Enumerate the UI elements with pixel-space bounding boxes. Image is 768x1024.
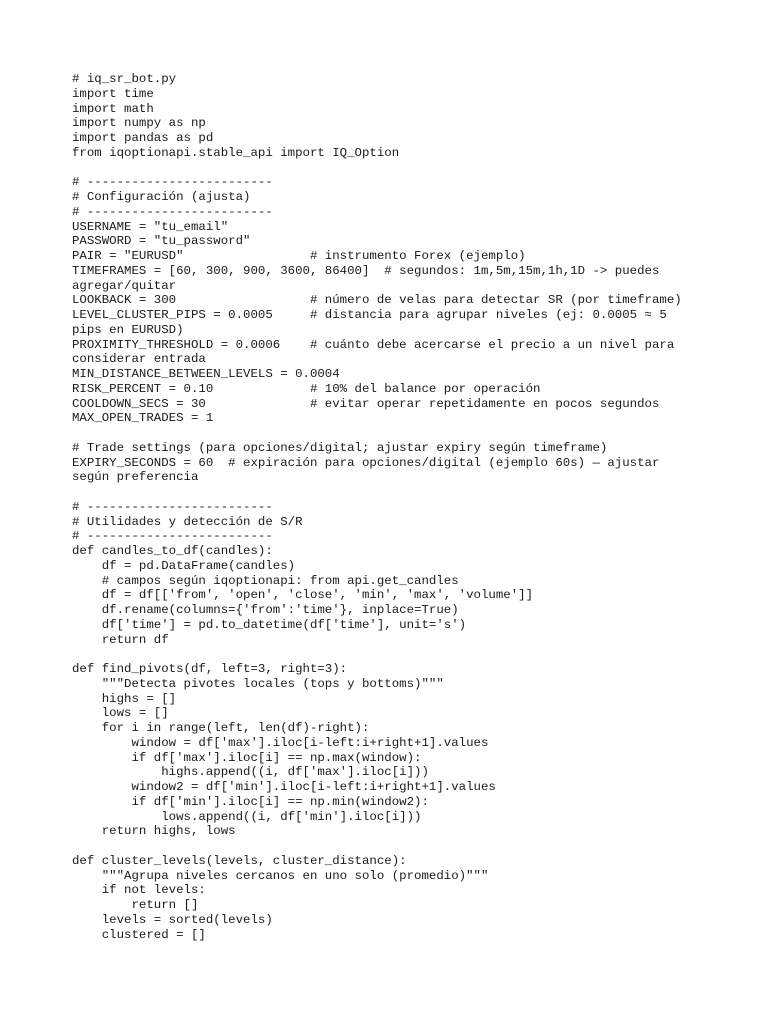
code-line: LOOKBACK = 300 # número de velas para detectar SR (por timeframe) [72, 293, 682, 308]
code-line: PASSWORD = "tu_password" [72, 234, 251, 249]
code-line [72, 647, 712, 662]
code-line: # Utilidades y detección de S/R [72, 514, 303, 529]
code-line: MIN_DISTANCE_BETWEEN_LEVELS = 0.0004 [72, 367, 340, 381]
code-line: considerar entrada [72, 352, 206, 367]
code-line: import pandas as pd [72, 131, 214, 145]
code-line: df = df[['from', 'open', 'close', 'min', 'max', 'volume']] [72, 588, 534, 603]
code-line [72, 161, 712, 176]
code-line: # Configuración (ajusta) [72, 190, 251, 204]
code-line: return df [72, 632, 169, 647]
code-line: window = df['max'].iloc[i-left:i+right+1].values [72, 735, 489, 750]
code-line: import math [72, 101, 154, 116]
code-line: def cluster_levels(levels, cluster_distance): [72, 853, 407, 868]
code-line: agregar/quitar [72, 278, 177, 293]
code-line: TIMEFRAMES = [60, 300, 900, 3600, 86400] # segundos: 1m,5m,15m,1h,1D -> puedes [72, 263, 660, 278]
code-line: # ------------------------- [72, 175, 273, 190]
code-line: import numpy as np [72, 116, 206, 131]
code-line: # campos según iqoptionapi: from api.get_candles [72, 573, 459, 588]
code-line: LEVEL_CLUSTER_PIPS = 0.0005 # distancia para agrupar niveles (ej: 0.0005 ≈ 5 [72, 308, 667, 322]
code-line [72, 485, 712, 500]
code-line: """Detecta pivotes locales (tops y bottoms)""" [72, 676, 444, 691]
code-line: if not levels: [72, 883, 206, 898]
code-line: # ------------------------- [72, 529, 273, 544]
code-line [72, 426, 712, 441]
code-line: def find_pivots(df, left=3, right=3): [72, 662, 348, 676]
code-line: if df['max'].iloc[i] == np.max(window): [72, 750, 422, 765]
code-line: def candles_to_df(candles): [72, 544, 273, 558]
code-line: lows.append((i, df['min'].iloc[i])) [72, 809, 422, 824]
code-line: # iq_sr_bot.py [72, 72, 177, 86]
code-line: pips en EURUSD) [72, 322, 184, 337]
code-line: highs.append((i, df['max'].iloc[i])) [72, 765, 429, 780]
code-line: # ------------------------- [72, 499, 273, 514]
code-line: if df['min'].iloc[i] == np.min(window2): [72, 794, 429, 809]
code-line: for i in range(left, len(df)-right): [72, 721, 370, 735]
code-line: from iqoptionapi.stable_api import IQ_Option [72, 145, 400, 160]
code-line: """Agrupa niveles cercanos en uno solo (promedio)""" [72, 868, 489, 883]
code-line: clustered = [] [72, 927, 206, 942]
code-line: df = pd.DataFrame(candles) [72, 558, 296, 573]
code-block [72, 72, 712, 942]
code-line: window2 = df['min'].iloc[i-left:i+right+1].values [72, 780, 496, 794]
code-line: PAIR = "EURUSD" # instrumento Forex (ejemplo) [72, 249, 526, 263]
code-line: df['time'] = pd.to_datetime(df['time'], unit='s') [72, 617, 467, 632]
code-line: levels = sorted(levels) [72, 912, 273, 927]
code-line: # ------------------------- [72, 204, 273, 219]
code-line: import time [72, 86, 154, 101]
code-line: USERNAME = "tu_email" [72, 219, 229, 234]
code-line: según preferencia [72, 470, 199, 485]
code-line: highs = [] [72, 691, 177, 706]
code-line: MAX_OPEN_TRADES = 1 [72, 411, 214, 426]
code-line: lows = [] [72, 706, 169, 721]
code-line: RISK_PERCENT = 0.10 # 10% del balance por operación [72, 381, 541, 396]
code-line: COOLDOWN_SECS = 30 # evitar operar repetidamente en pocos segundos [72, 396, 660, 411]
code-line: df.rename(columns={'from':'time'}, inplace=True) [72, 603, 459, 617]
code-line: return highs, lows [72, 824, 236, 839]
code-line: PROXIMITY_THRESHOLD = 0.0006 # cuánto debe acercarse el precio a un nivel para [72, 337, 675, 352]
code-line: return [] [72, 898, 199, 912]
code-line: EXPIRY_SECONDS = 60 # expiración para opciones/digital (ejemplo 60s) — ajustar [72, 455, 660, 470]
code-line [72, 839, 712, 854]
code-line: # Trade settings (para opciones/digital; ajustar expiry según timeframe) [72, 440, 608, 455]
